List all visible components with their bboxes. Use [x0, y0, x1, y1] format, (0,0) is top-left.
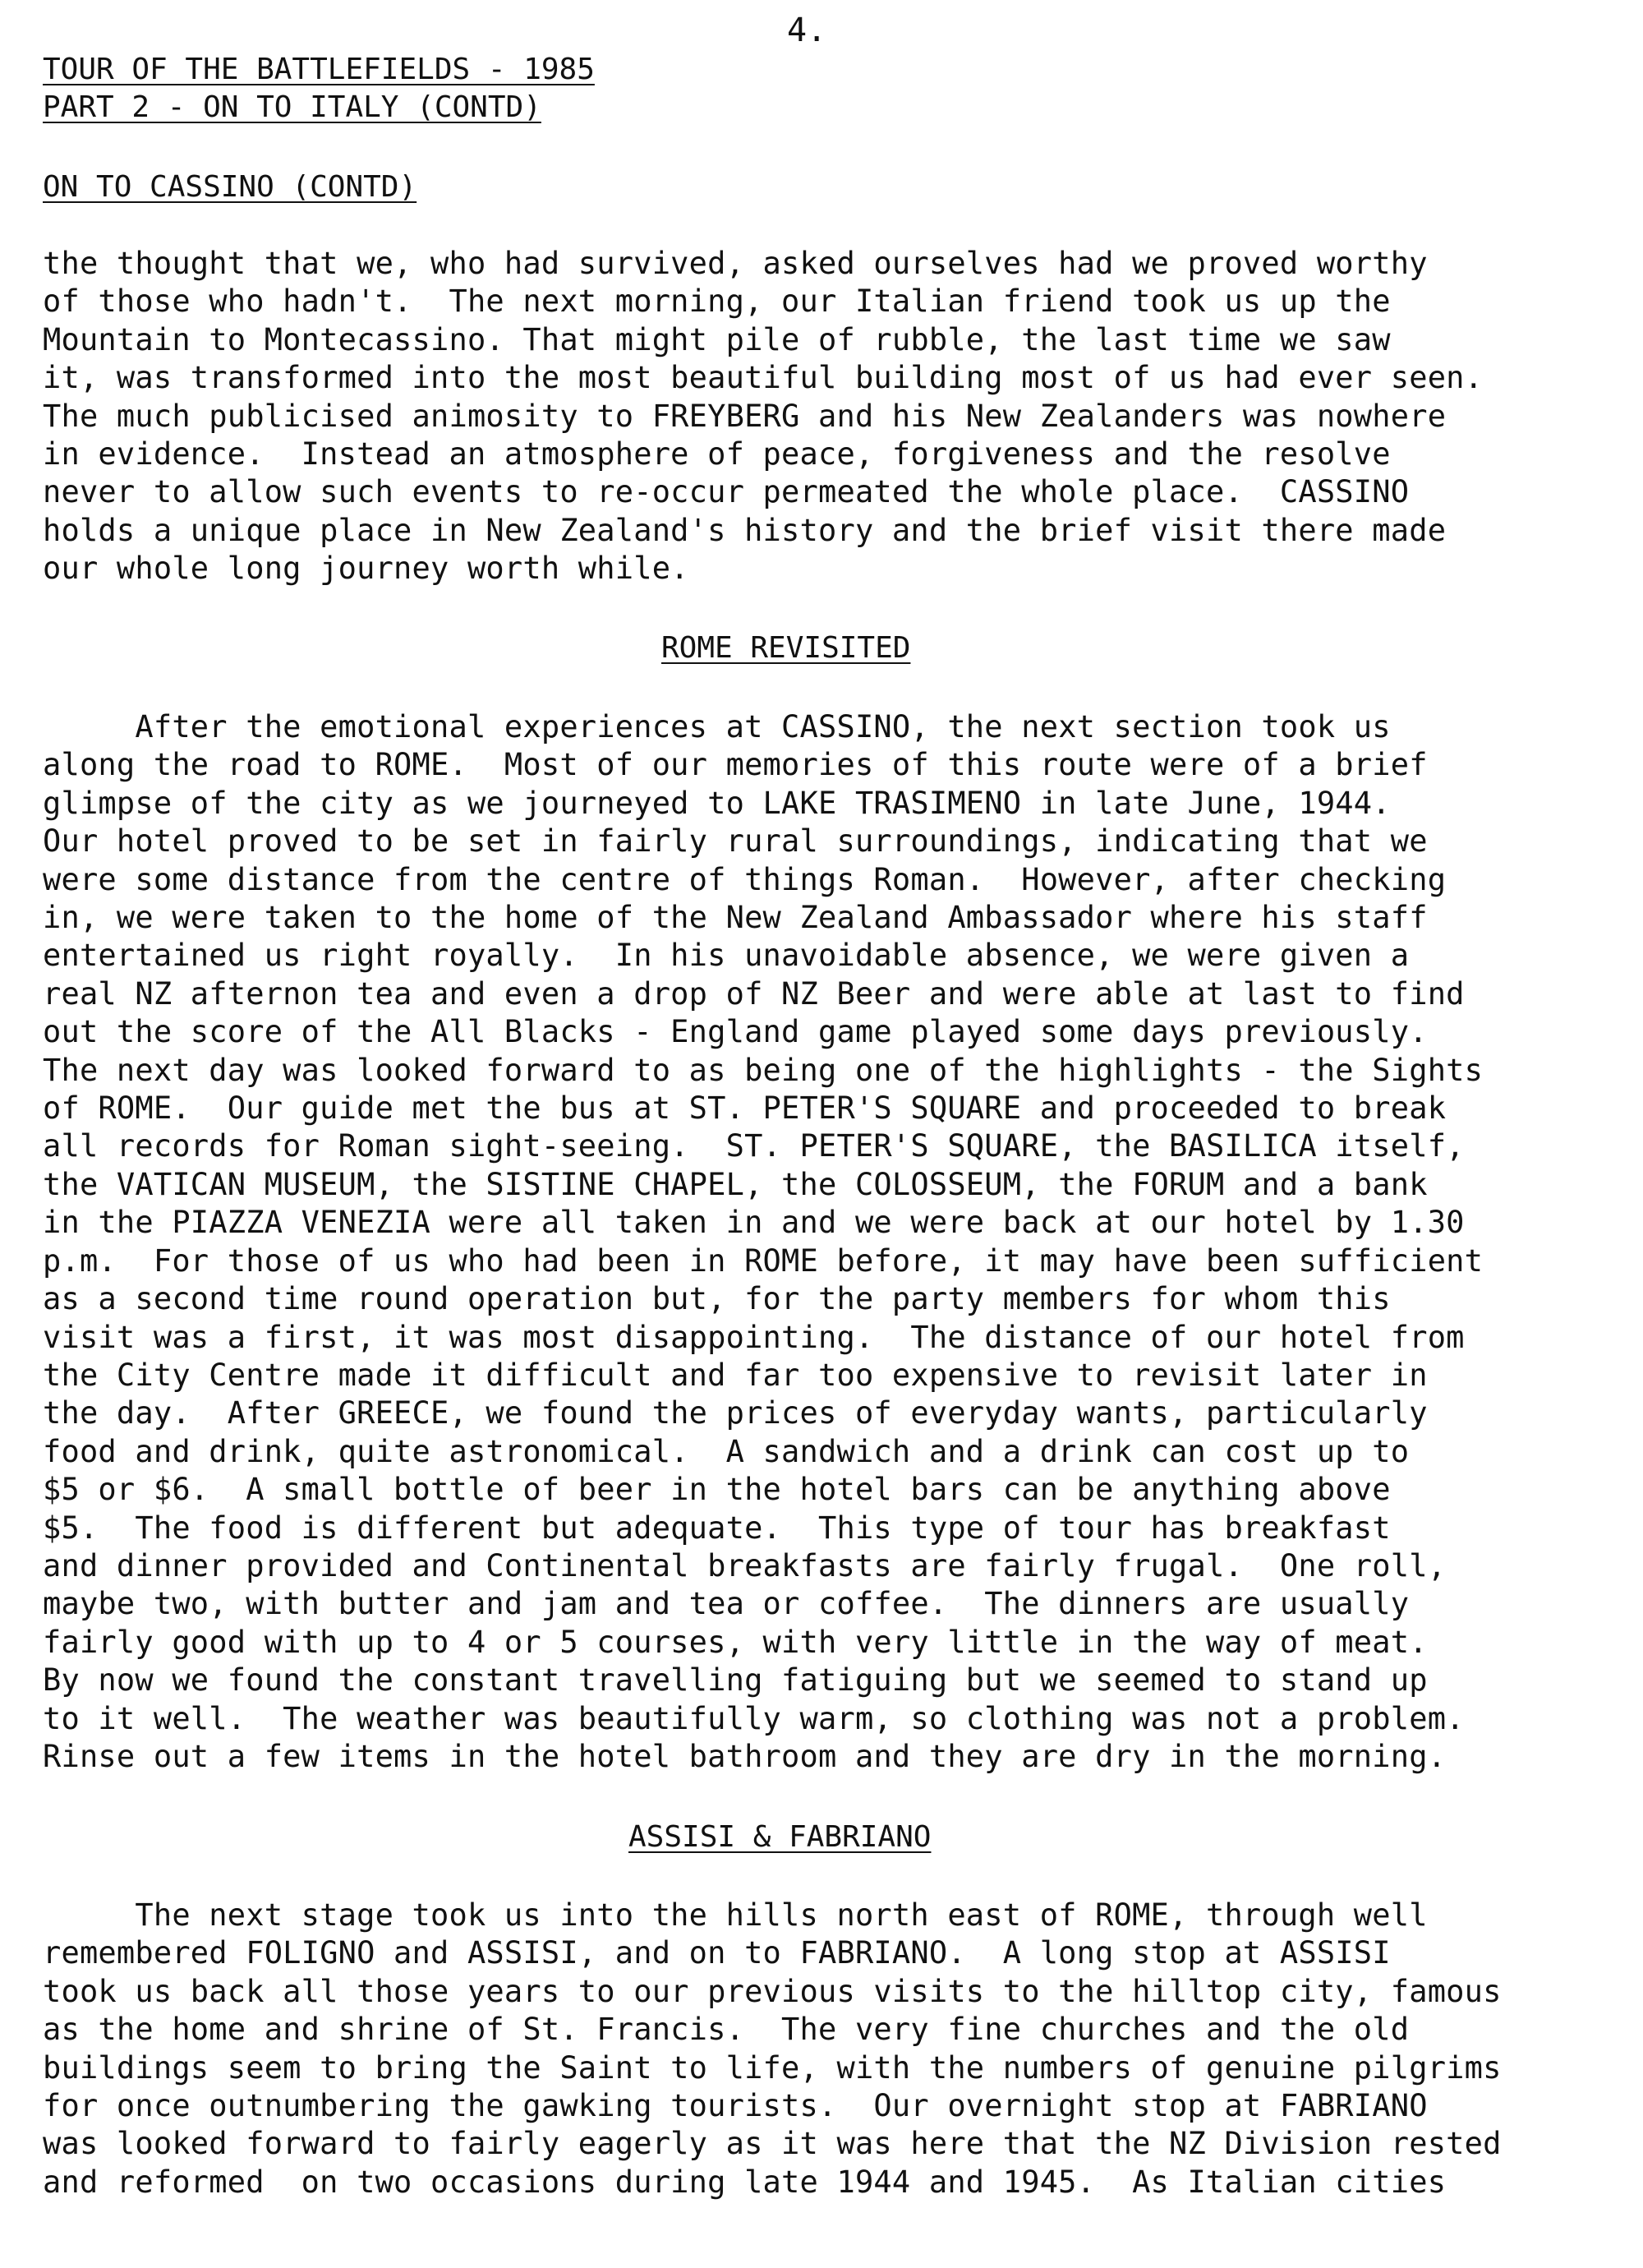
text-line: Rinse out a few items in the hotel bathroom and they are dry in the morning. — [43, 1738, 1447, 1774]
text-line: out the score of the All Blacks - England game played some days previously. — [43, 1014, 1428, 1050]
text-line: it, was transformed into the most beautiful building most of us had ever seen. — [43, 360, 1484, 396]
text-line: $5. The food is different but adequate. This type of tour has breakfast — [43, 1510, 1391, 1546]
text-line: real NZ afternon tea and even a drop of NZ Beer and were able at last to find — [43, 975, 1465, 1012]
text-line: glimpse of the city as we journeyed to LAKE TRASIMENO in late June, 1944. — [43, 785, 1391, 821]
paragraph-on-to-cassino — [43, 245, 1612, 588]
paragraph-rome-revisited — [43, 708, 1612, 1776]
text-line: Our hotel proved to be set in fairly rural surroundings, indicating that we — [43, 823, 1428, 860]
text-line: visit was a first, it was most disappointing. The distance of our hotel from — [43, 1319, 1465, 1355]
text-line: The next day was looked forward to as being one of the highlights - the Sights — [43, 1052, 1484, 1088]
text-line: of those who hadn't. The next morning, our Italian friend took us up the — [43, 284, 1391, 320]
text-line: all records for Roman sight-seeing. ST. PETER'S SQUARE, the BASILICA itself, — [43, 1128, 1465, 1164]
text-line: buildings seem to bring the Saint to life, with the numbers of genuine pilgrims — [43, 2049, 1502, 2086]
text-line: the day. After GREECE, we found the prices of everyday wants, particularly — [43, 1395, 1428, 1431]
text-line: holds a unique place in New Zealand's history and the brief visit there made — [43, 512, 1447, 548]
text-line: By now we found the constant travelling fatiguing but we seemed to stand up — [43, 1662, 1428, 1699]
text-line: maybe two, with butter and jam and tea or coffee. The dinners are usually — [43, 1586, 1410, 1622]
text-line: and dinner provided and Continental breakfasts are fairly frugal. One roll, — [43, 1547, 1447, 1583]
text-line: remembered FOLIGNO and ASSISI, and on to FABRIANO. A long stop at ASSISI — [43, 1935, 1391, 1971]
text-line: as a second time round operation but, for the party members for whom this — [43, 1281, 1391, 1317]
text-line: the VATICAN MUSEUM, the SISTINE CHAPEL, the COLOSSEUM, the FORUM and a bank — [43, 1166, 1428, 1202]
text-line: Mountain to Montecassino. That might pile of rubble, the last time we saw — [43, 321, 1391, 357]
text-line: in, we were taken to the home of the New Zealand Ambassador where his staff — [43, 900, 1428, 936]
text-line: the thought that we, who had survived, asked ourselves had we proved worthy — [43, 246, 1428, 281]
tour-title: TOUR OF THE BATTLEFIELDS - 1985 — [43, 53, 595, 86]
section-heading-rome-revisited: ROME REVISITED — [661, 631, 911, 665]
text-line: The much publicised animosity to FREYBERG and his New Zealanders was nowhere — [43, 398, 1447, 434]
text-line: were some distance from the centre of things Roman. However, after checking — [43, 861, 1447, 897]
text-line: and reformed on two occasions during late 1944 and 1945. As Italian cities — [43, 2164, 1447, 2200]
text-line: $5 or $6. A small bottle of beer in the hotel bars can be anything above — [43, 1472, 1391, 1508]
section-heading-on-to-cassino: ON TO CASSINO (CONTD) — [43, 170, 417, 204]
paragraph-assisi-fabriano — [43, 1897, 1612, 2201]
text-line: for once outnumbering the gawking tourists. Our overnight stop at FABRIANO — [43, 2088, 1428, 2124]
document-header — [43, 51, 595, 127]
text-line: as the home and shrine of St. Francis. The very fine churches and the old — [43, 2012, 1410, 2048]
part-title: PART 2 - ON TO ITALY (CONTD) — [43, 90, 541, 124]
text-line: in the PIAZZA VENEZIA were all taken in and we were back at our hotel by 1.30 — [43, 1205, 1465, 1241]
text-line: fairly good with up to 4 or 5 courses, with very little in the way of meat. — [43, 1624, 1428, 1660]
text-line: p.m. For those of us who had been in ROME before, it may have been sufficient — [43, 1242, 1484, 1279]
text-line: our whole long journey worth while. — [43, 551, 689, 587]
text-line: entertained us right royally. In his unavoidable absence, we were given a — [43, 938, 1410, 974]
section-heading-assisi-fabriano: ASSISI & FABRIANO — [628, 1820, 932, 1854]
text-line: was looked forward to fairly eagerly as it was here that the NZ Division rested — [43, 2126, 1502, 2162]
text-line: along the road to ROME. Most of our memories of this route were of a brief — [43, 747, 1428, 783]
text-line: The next stage took us into the hills north east of ROME, through well — [43, 1897, 1428, 1933]
text-line: never to allow such events to re-occur permeated the whole place. CASSINO — [43, 474, 1410, 510]
text-line: the City Centre made it difficult and far too expensive to revisit later in — [43, 1357, 1428, 1393]
text-line: took us back all those years to our previous visits to the hilltop city, famous — [43, 1973, 1502, 2009]
text-line: to it well. The weather was beautifully warm, so clothing was not a problem. — [43, 1700, 1465, 1736]
text-line: in evidence. Instead an atmosphere of peace, forgiveness and the resolve — [43, 436, 1391, 472]
text-line: of ROME. Our guide met the bus at ST. PETER'S SQUARE and proceeded to break — [43, 1090, 1447, 1127]
page-number: 4. — [787, 12, 827, 49]
text-line: After the emotional experiences at CASSINO, the next section took us — [43, 709, 1391, 744]
text-line: food and drink, quite astronomical. A sandwich and a drink can cost up to — [43, 1433, 1410, 1469]
